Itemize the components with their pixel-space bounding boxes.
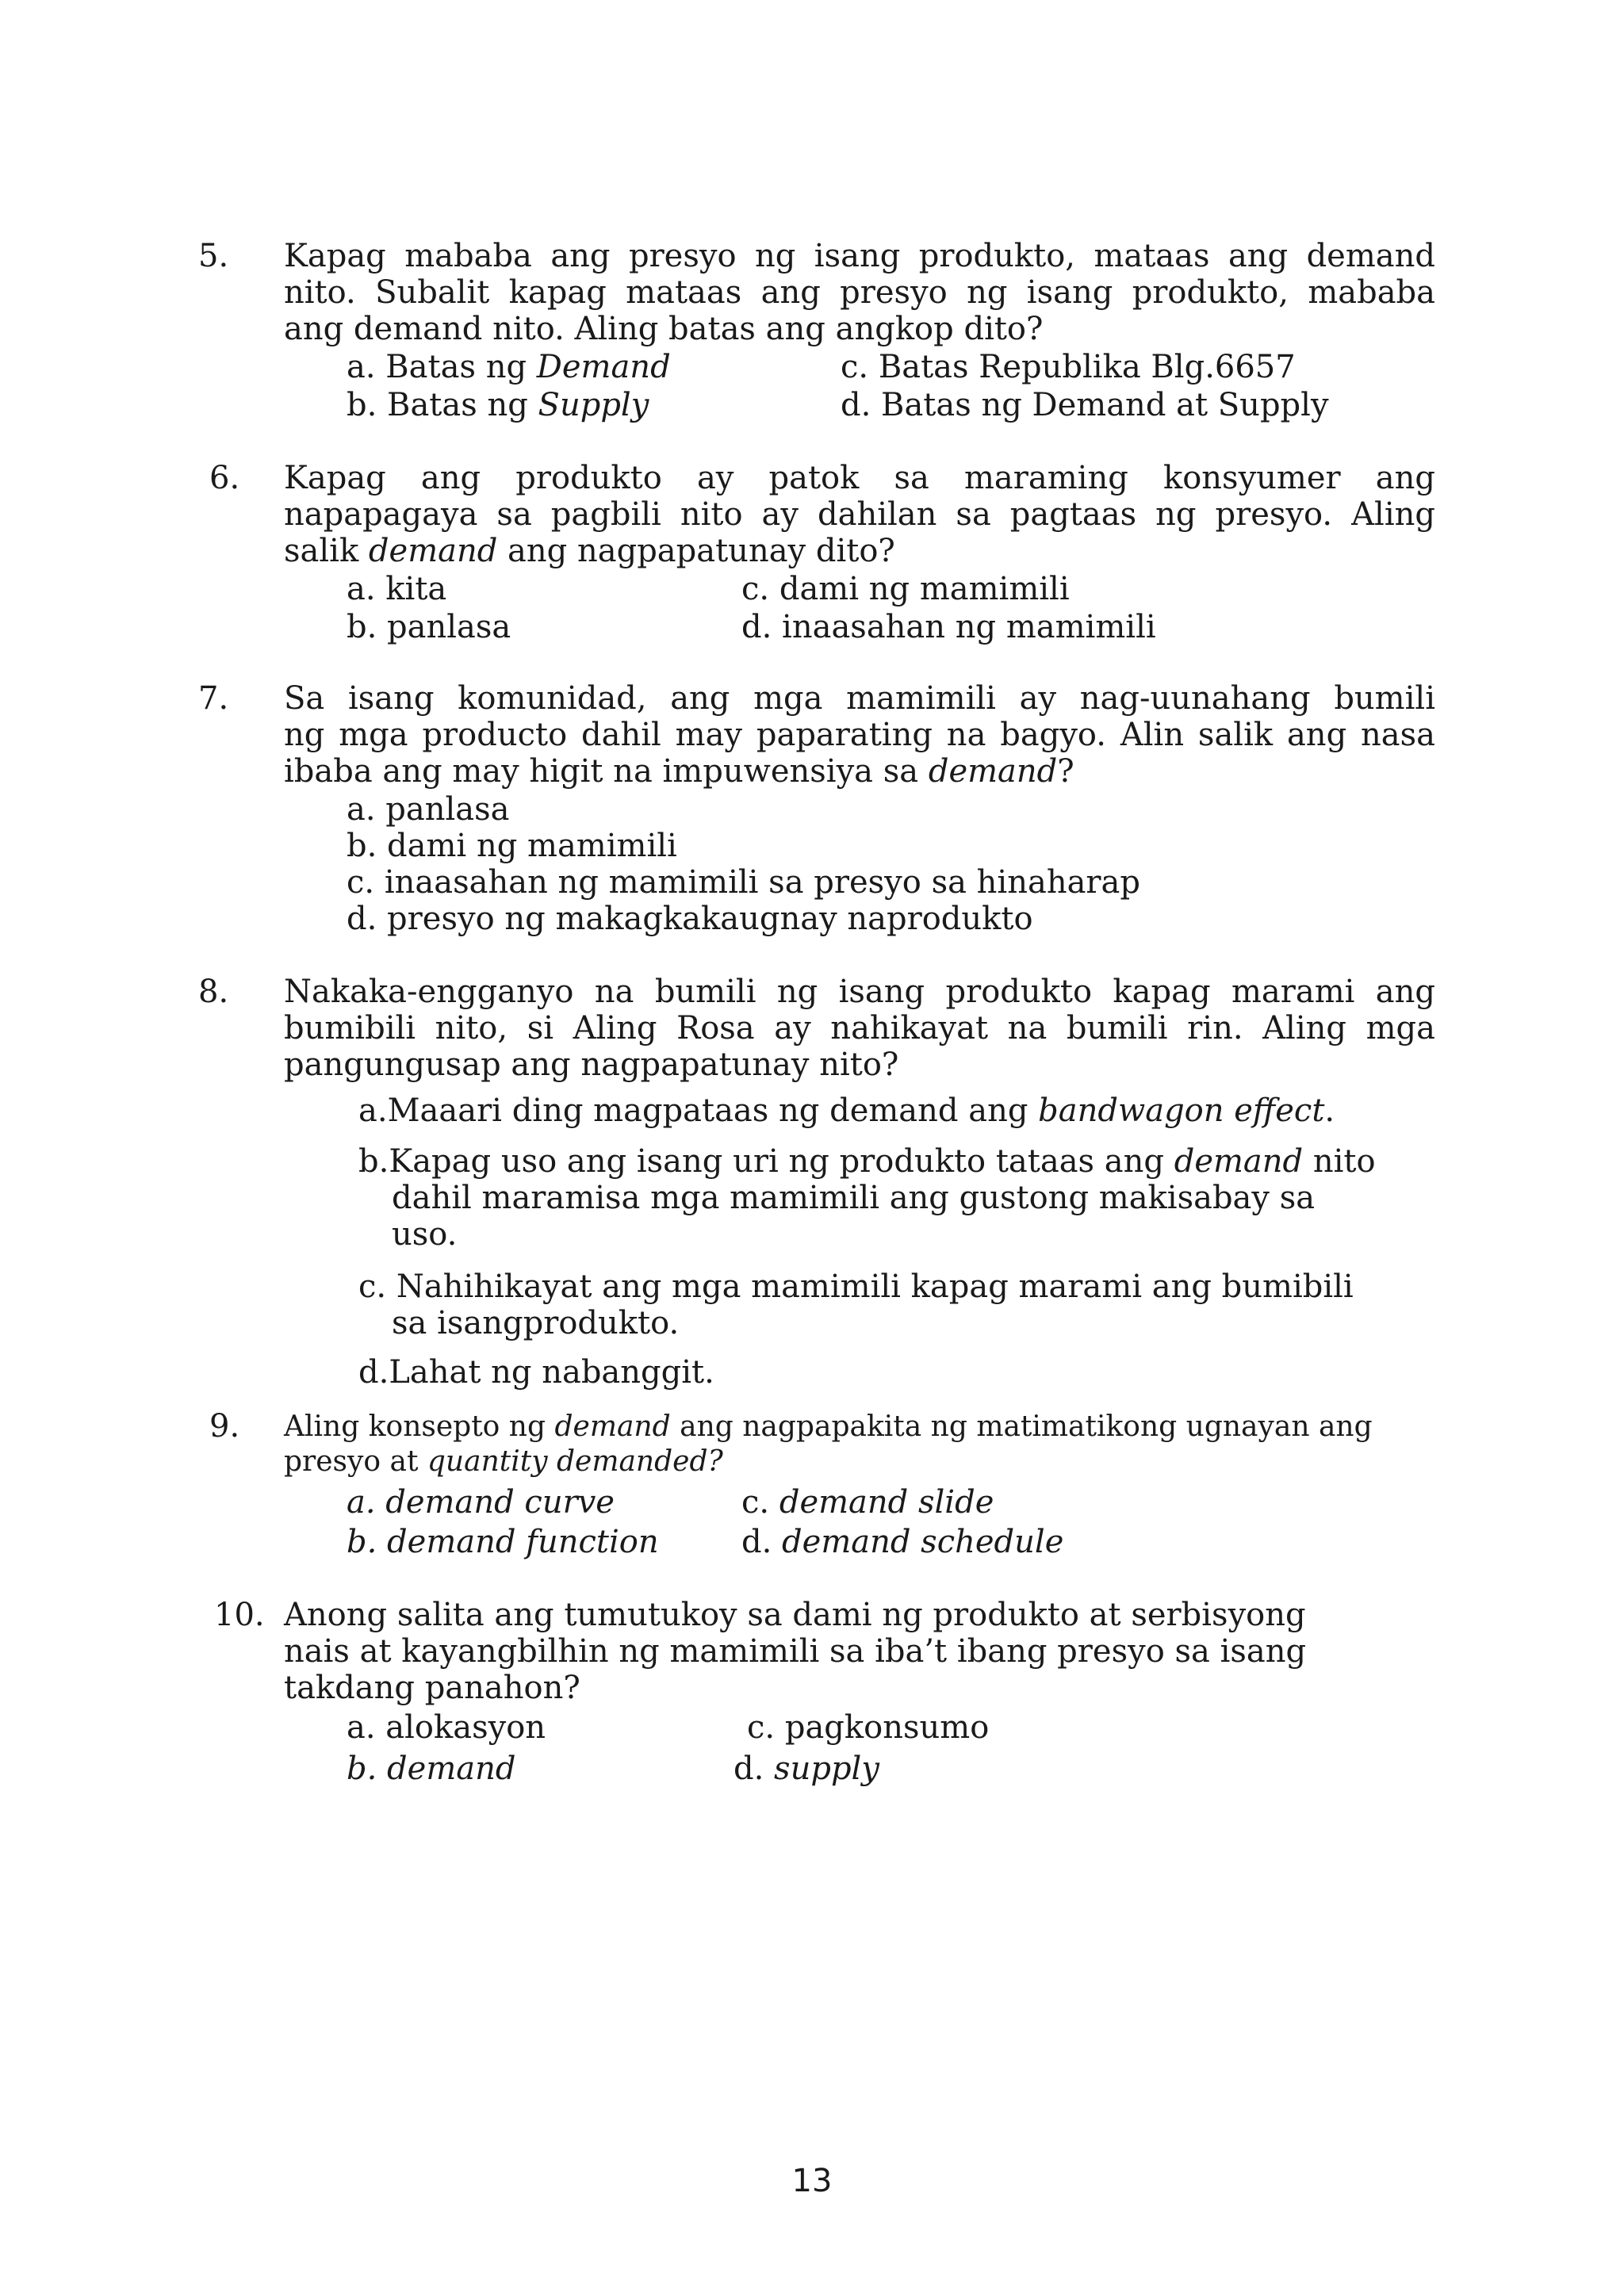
option-d[interactable]: d. inaasahan ng mamimili <box>741 609 1156 645</box>
option-b[interactable]: b. demand <box>347 1751 516 1787</box>
question-stem <box>284 1410 1435 1479</box>
option-c[interactable]: c. pagkonsumo <box>747 1709 990 1746</box>
option-a[interactable]: a. panlasa <box>347 791 510 828</box>
stem-line: ng mga producto dahil may paparating na bagyo. Alin salik ang nasa <box>284 717 1435 753</box>
stem-line: presyo at quantity demanded? <box>284 1445 723 1478</box>
stem-line: takdang panahon? <box>284 1670 580 1706</box>
stem-line: Kapag ang produkto ay patok sa maraming konsyumer ang <box>284 460 1435 496</box>
option-d[interactable]: d. presyo ng makagkakaugnay naprodukto <box>347 901 1033 937</box>
stem-line: ang demand nito. Aling batas ang angkop dito? <box>284 311 1044 347</box>
stem-line: ibaba ang may higit na impuwensiya sa demand? <box>284 753 1074 790</box>
option-b[interactable]: b. Batas ng Supply <box>347 387 649 423</box>
option-b[interactable]: b.Kapag uso ang isang uri ng produkto tataas ang demand nito dahil maramisa mga mamimili ang gustong makisabay sa uso. <box>358 1143 1376 1253</box>
question-number: 9. <box>209 1408 240 1445</box>
question-number: 5. <box>198 238 229 274</box>
question-stem <box>284 680 1435 790</box>
option-a[interactable]: a. Batas ng Demand <box>347 349 671 385</box>
question-number: 10. <box>214 1597 265 1633</box>
question-stem <box>284 1597 1394 1706</box>
stem-line: salik demand ang nagpapatunay dito? <box>284 533 895 569</box>
option-b[interactable]: b. dami ng mamimili <box>347 828 677 864</box>
question-stem <box>284 460 1435 569</box>
option-d[interactable]: d.Lahat ng nabanggit. <box>358 1354 714 1391</box>
option-c[interactable]: c. Nahihikayat ang mga mamimili kapag marami ang bumibili sa isangprodukto. <box>358 1269 1354 1341</box>
option-c[interactable]: c. inaasahan ng mamimili sa presyo sa hinaharap <box>347 864 1141 901</box>
stem-line: Kapag mababa ang presyo ng isang produkto, mataas ang demand <box>284 238 1435 274</box>
option-a[interactable]: a.Maaari ding magpataas ng demand ang bandwagon effect. <box>358 1093 1335 1129</box>
option-d[interactable]: d. demand schedule <box>741 1524 1064 1560</box>
question-number: 8. <box>198 974 229 1010</box>
page-number: 13 <box>791 2163 833 2199</box>
stem-line: Sa isang komunidad, ang mga mamimili ay nag-uunahang bumili <box>284 680 1435 717</box>
option-c[interactable]: c. demand slide <box>741 1484 994 1521</box>
stem-line: Anong salita ang tumutukoy sa dami ng produkto at serbisyong <box>284 1597 1306 1633</box>
option-a[interactable]: a. alokasyon <box>347 1709 546 1746</box>
stem-line: nais at kayangbilhin ng mamimili sa iba’t ibang presyo sa isang <box>284 1633 1307 1670</box>
stem-line: nito. Subalit kapag mataas ang presyo ng isang produkto, mababa <box>284 274 1435 311</box>
question-stem <box>284 238 1435 347</box>
question-number: 7. <box>198 680 229 717</box>
stem-line: Aling konsepto ng demand ang nagpapakita ng matimatikong ugnayan ang <box>284 1410 1373 1443</box>
option-b[interactable]: b. panlasa <box>347 609 511 645</box>
option-a[interactable]: a. kita <box>347 571 447 607</box>
option-a[interactable]: a. demand curve <box>347 1484 615 1521</box>
stem-line: napapagaya sa pagbili nito ay dahilan sa pagtaas ng presyo. Aling <box>284 496 1435 533</box>
option-b[interactable]: b. demand function <box>347 1524 659 1560</box>
question-stem <box>284 974 1435 1083</box>
question-number: 6. <box>209 460 240 496</box>
stem-line: bumibili nito, si Aling Rosa ay nahikayat na bumili rin. Aling mga <box>284 1010 1435 1047</box>
option-c[interactable]: c. Batas Republika Blg.6657 <box>841 349 1296 385</box>
option-d[interactable]: d. supply <box>733 1751 879 1787</box>
option-d[interactable]: d. Batas ng Demand at Supply <box>841 387 1329 423</box>
stem-line: pangungusap ang nagpapatunay nito? <box>284 1047 899 1083</box>
stem-line: Nakaka-engganyo na bumili ng isang produkto kapag marami ang <box>284 974 1435 1010</box>
option-c[interactable]: c. dami ng mamimili <box>741 571 1070 607</box>
